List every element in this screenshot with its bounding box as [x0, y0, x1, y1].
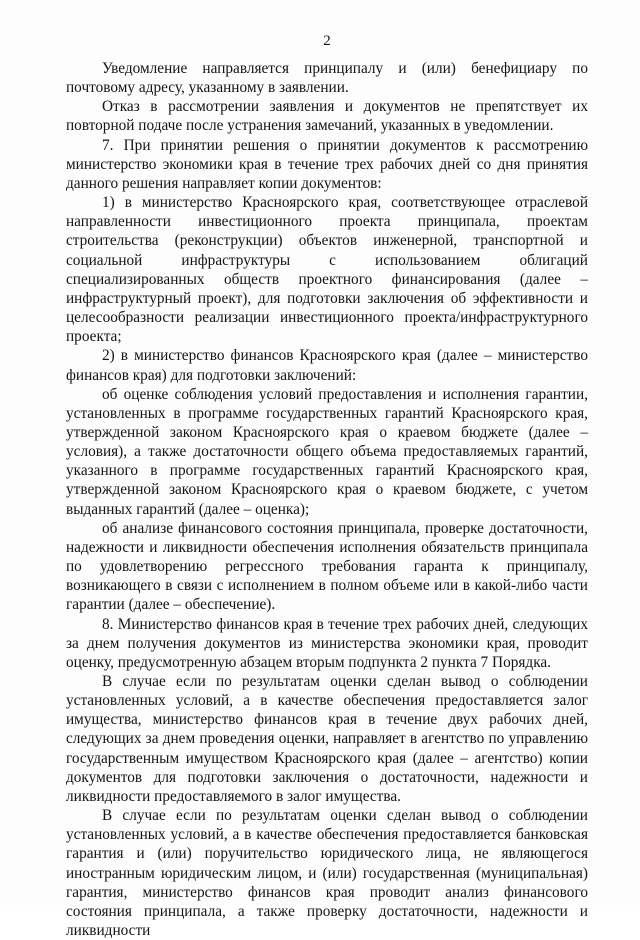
paragraph-pledge-case: В случае если по результатам оценки сделан вывод о соблюдении установленных условий, а в качестве обеспечения предоставляется залог имущества, министерство финансов края в течение двух рабочих дней, следующих за днем проведения оценки, направляет в агентство по управлению государственным имуществом Красноярского края (далее – агентство) копии документов для подготовки заключения о достаточности, надежности и ликвидности предоставляемого в залог имущества. [66, 673, 588, 805]
paragraph-subitem-1: 1) в министерство Красноярского края, соответствующее отраслевой направленности инвестиционного проекта принципала, проектам строительства (реконструкции) объектов инженерной, транспортной и социальной инфраструктуры с использованием облигаций специализированных обществ проектного финансирования (далее – инфраструктурный проект), для подготовки заключения об эффективности и целесообразности реализации инвестиционного проекта/инфраструктурного проекта; [66, 194, 588, 346]
paragraph-notification: Уведомление направляется принципалу и (или) бенефициару по почтовому адресу, указанному в заявлении. [66, 60, 588, 97]
paragraph-item-7: 7. При принятии решения о принятии документов к рассмотрению министерство экономики края в течение трех рабочих дней со дня принятия данного решения направляет копии документов: [66, 136, 588, 192]
paragraph-subitem-2: 2) в министерство финансов Красноярского края (далее – министерство финансов края) для подготовки заключений: [66, 347, 588, 384]
paragraph-item-8: 8. Министерство финансов края в течение трех рабочих дней, следующих за днем получения документов из министерства экономики края, проводит оценку, предусмотренную абзацем вторым подпункта 2 пункта 7 Порядка. [66, 615, 588, 671]
paragraph-assessment: об оценке соблюдения условий предоставления и исполнения гарантии, установленных в программе государственных гарантий Красноярского края, утвержденной законом Красноярского края о краевом бюджете (далее – условия), а также достаточности общего объема предоставляемых гарантий, указанного в программе государственных гарантий Красноярского края, утвержденной законом Красноярского края о краевом бюджете, с учетом выданных гарантий (далее – оценка); [66, 385, 588, 518]
paragraph-financial-analysis: об анализе финансового состояния принципала, проверке достаточности, надежности и ликвидности обеспечения исполнения обязательств принципала по удовлетворению регрессного требования гаранта к принципалу, возникающего в связи с исполнением в полном объеме или в какой-либо части гарантии (далее – обеспечение). [66, 519, 588, 614]
paragraph-guarantee-case: В случае если по результатам оценки сделан вывод о соблюдении установленных условий, а в качестве обеспечения предоставляется банковская гарантия и (или) поручительство юридического лица, не являющегося иностранным юридическим лицом, и (или) государственная (муниципальная) гарантия, министерство финансов края проводит анализ финансового состояния принципала, а также проверку достаточности, надежности и ликвидности [66, 807, 588, 940]
page-number: 2 [323, 33, 331, 49]
paragraph-refusal: Отказ в рассмотрении заявления и документов не препятствует их повторной подаче после устранения замечаний, указанных в уведомлении. [66, 98, 588, 135]
